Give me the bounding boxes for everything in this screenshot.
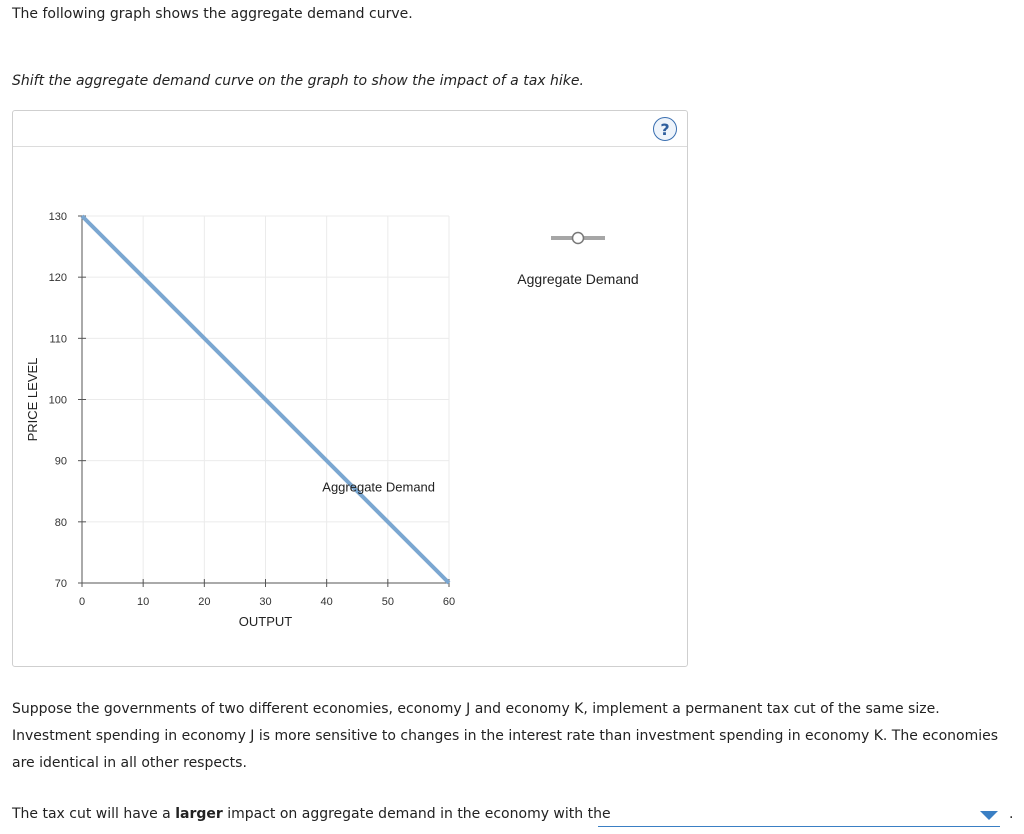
question-prefix: The tax cut will have a — [12, 806, 176, 822]
legend-tool-label: Aggregate Demand — [517, 271, 639, 287]
y-tick-label: 80 — [54, 516, 67, 529]
x-tick-label: 20 — [198, 596, 211, 608]
y-tick-label: 130 — [48, 211, 67, 223]
graph-panel — [12, 110, 688, 667]
graph-canvas[interactable] — [13, 111, 687, 666]
instruction-text: Shift the aggregate demand curve on the graph to show the impact of a tax hike. — [12, 73, 584, 89]
y-tick-label: 100 — [48, 394, 67, 407]
y-tick-label: 120 — [48, 272, 67, 285]
x-tick-label: 10 — [137, 596, 150, 608]
chevron-down-icon[interactable] — [980, 811, 998, 820]
y-tick-label: 110 — [49, 333, 67, 346]
legend-tool-handle[interactable] — [573, 233, 584, 244]
x-axis-title: OUTPUT — [238, 614, 293, 629]
question-suffix: impact on aggregate demand in the economy with the — [222, 806, 611, 822]
x-tick-label: 60 — [442, 596, 456, 608]
question-text — [12, 806, 611, 822]
y-tick-label: 90 — [54, 455, 67, 468]
x-tick-label: 30 — [259, 596, 272, 608]
intro-text: The following graph shows the aggregate demand curve. — [12, 6, 413, 22]
y-tick-label: 70 — [54, 578, 67, 590]
x-tick-label: 0 — [78, 596, 86, 608]
y-axis-title: PRICE LEVEL — [25, 357, 40, 442]
x-tick-label: 50 — [381, 596, 394, 608]
scenario-paragraph: Suppose the governments of two different economies, economy J and economy K, implement a permanent tax cut of the same size. Investment spending in economy J is more sensitive to changes in the interest rate than investment spending in economy K. The economies are identical in all other respects. — [12, 701, 999, 771]
answer-dropdown[interactable] — [598, 806, 1000, 827]
question-period: . — [1009, 806, 1014, 822]
x-tick-label: 40 — [320, 596, 333, 608]
curve-label: Aggregate Demand — [322, 479, 436, 495]
help-button[interactable]: ? — [653, 117, 677, 141]
question-bold: larger — [175, 806, 223, 822]
